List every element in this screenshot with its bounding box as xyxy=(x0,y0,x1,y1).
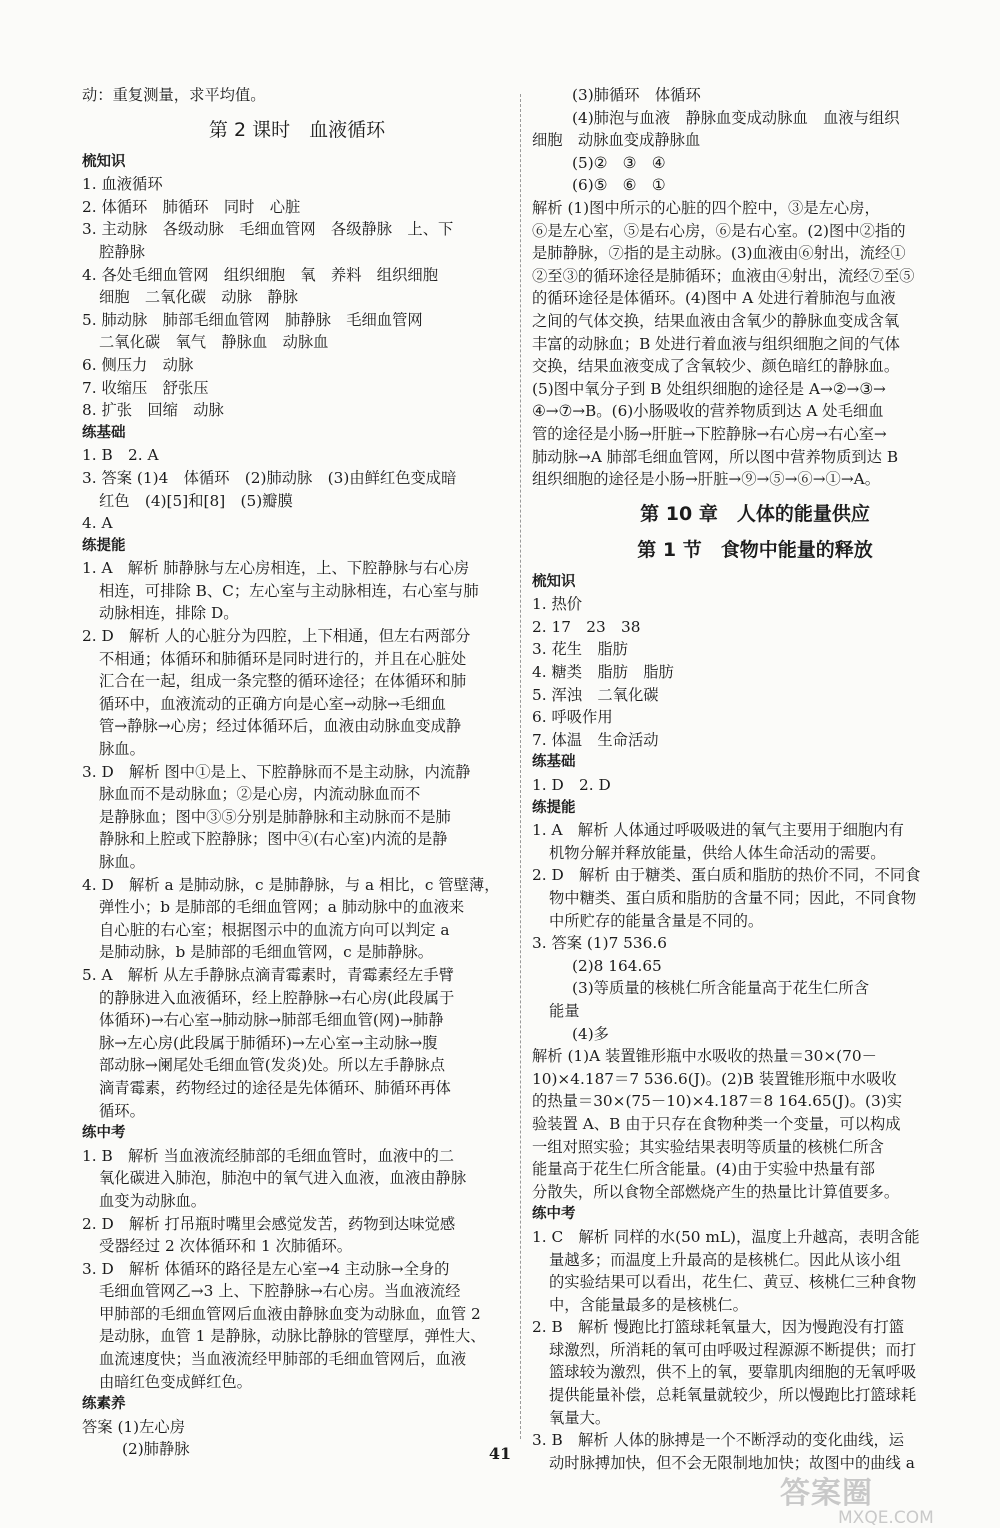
text-line: 细胞 动脉血变成静脉血 xyxy=(532,131,701,150)
analysis-line: 交换，结果血液变成了含氧较少、颜色暗红的静脉血。 xyxy=(532,357,900,376)
text-line: 不相通；体循环和肺循环是同时进行的，并且在心脏处 xyxy=(99,649,467,668)
text-line: 动脉相连，排除 D。 xyxy=(99,604,239,623)
text-line: 循环中，血液流动的正确方向是心室→动脉→毛细血 xyxy=(99,694,446,713)
section-exam-practice-2 xyxy=(532,1203,978,1474)
text-line: 脉→左心房(此段属于肺循环)→左心室→主动脉→腹 xyxy=(99,1033,438,1052)
text-line: 中所贮存的能量含量是不同的。 xyxy=(549,911,764,930)
section-heading: 练基础 xyxy=(532,754,576,771)
section-skill-practice xyxy=(82,535,512,1122)
text-line: 3. 答案 (1)7 536.6 xyxy=(532,934,667,953)
text-line: 血变为动脉血。 xyxy=(99,1191,207,1210)
text-line: 2. 体循环 肺循环 同时 心脏 xyxy=(82,197,301,216)
text-line: (4)肺泡与血液 静脉血变成动脉血 血液与组织 xyxy=(572,108,900,127)
text-line: 细胞 二氧化碳 动脉 静脉 xyxy=(99,288,298,307)
section-skill-practice-2-analysis xyxy=(532,1045,978,1203)
text-line: 受器经过 2 次体循环和 1 次肺循环。 xyxy=(99,1237,353,1256)
text-line: 5. A 解析 从左手静脉点滴青霉素时，青霉素经左手臂 xyxy=(82,965,454,984)
text-line: 是静脉血；图中③⑤分别是肺静脉和主动脉而不是肺 xyxy=(99,807,451,826)
text-line: 汇合在一起，组成一条完整的循环途径；在体循环和肺 xyxy=(99,672,467,691)
text-line: 部动脉→阑尾处毛细血管(发炎)处。所以左手静脉点 xyxy=(99,1056,445,1075)
right-column xyxy=(532,84,978,1474)
section-heading: 练中考 xyxy=(82,1125,126,1142)
text-line: 的静脉进入血液循环，经上腔静脉→右心房(此段属于 xyxy=(99,988,455,1007)
text-line: 4. A xyxy=(82,514,113,533)
text-line: 答案 (1)左心房 xyxy=(82,1417,186,1436)
text-line: (6)⑤ ⑥ ① xyxy=(572,176,666,195)
analysis-line: 的循环途径是体循环。(4)图中 A 处进行着肺泡与血液 xyxy=(532,289,896,308)
text-line: 1. C 解析 同样的水(50 mL)，温度上升越高，表明含能 xyxy=(532,1227,920,1246)
section-heading: 练素养 xyxy=(82,1396,126,1413)
text-line: 2. 17 23 38 xyxy=(532,617,641,636)
intro-line: 动：重复测量，求平均值。 xyxy=(82,86,266,104)
text-line: 7. 体温 生命活动 xyxy=(532,730,659,749)
analysis-line: 一组对照实验；其实验结果表明等质量的核桃仁所含 xyxy=(532,1137,884,1156)
analysis-line: ④→⑦→B。(6)小肠吸收的营养物质到达 A 处毛细血 xyxy=(532,402,884,421)
text-line: 2. D 解析 打吊瓶时嘴里会感觉发苦，药物到达味觉感 xyxy=(82,1214,456,1233)
text-line: 血流速度快；当血液流经甲肺部的毛细血管网后，血液 xyxy=(99,1350,467,1369)
analysis-line: ②至③的循环途径是肺循环；血液由④射出，流经⑦至⑤ xyxy=(532,266,915,285)
analysis-line: 之间的气体交换，结果血液由含氧少的静脉血变成含氧 xyxy=(532,311,900,330)
analysis-line: 的热量＝30×(75－10)×4.187＝8 164.65(J)。(3)实 xyxy=(532,1092,902,1111)
text-line: 的实验结果可以看出，花生仁、黄豆、核桃仁三种食物 xyxy=(549,1273,917,1292)
analysis-line: (5)图中氧分子到 B 处组织细胞的途径是 A→②→③→ xyxy=(532,379,886,398)
text-line: (5)② ③ ④ xyxy=(572,153,666,172)
text-line: 由暗红色变成鲜红色。 xyxy=(99,1372,252,1391)
text-line: 1. B 2. A xyxy=(82,446,159,465)
text-line: 1. A 解析 肺静脉与左心房相连，上、下腔静脉与右心房 xyxy=(82,559,470,578)
section-heading: 练基础 xyxy=(82,424,126,441)
section-heading: 梳知识 xyxy=(532,573,576,590)
text-line: 氧化碳进入肺泡，肺泡中的氧气进入血液，血液由静脉 xyxy=(99,1169,467,1188)
text-line: 1. 热价 xyxy=(532,595,583,614)
section-heading: 练提能 xyxy=(532,799,576,816)
text-line: 体循环)→右心室→肺动脉→肺部毛细血管(网)→肺静 xyxy=(99,1011,444,1030)
text-line: 腔静脉 xyxy=(99,242,145,261)
analysis-line: 验装置 A、B 由于只存在食物种类一个变量，可以构成 xyxy=(532,1114,901,1133)
section-basic-practice xyxy=(82,422,512,535)
analysis-line: ⑥是左心室，⑤是右心房，⑥是右心室。(2)图中②指的 xyxy=(532,221,906,240)
text-line: 4. 糖类 脂肪 脂肪 xyxy=(532,663,674,682)
text-line: 2. D 解析 由于糖类、蛋白质和脂肪的热价不同，不同食 xyxy=(532,866,921,885)
text-line: (4)多 xyxy=(572,1024,609,1043)
text-line: 脉血。 xyxy=(99,853,145,871)
analysis-line: 解析 (1)A 装置锥形瓶中水吸收的热量＝30×(70－ xyxy=(532,1047,877,1066)
text-line: 4. D 解析 a 是肺动脉，c 是肺静脉，与 a 相比，c 管壁薄， xyxy=(82,875,500,894)
text-line: 动时脉搏加快，但不会无限制地加快；故图中的曲线 a xyxy=(549,1453,915,1472)
text-line: 4. 各处毛细血管网 组织细胞 氧 养料 组织细胞 xyxy=(82,265,438,284)
text-line: 相连，可排除 B、C；左心室与主动脉相连，右心室与肺 xyxy=(99,581,479,600)
section-title: 第 1 节 食物中能量的释放 xyxy=(637,538,873,561)
watermark-url: MXQE.COM xyxy=(838,1508,934,1528)
chapter-title: 第 10 章 人体的能量供应 xyxy=(640,502,870,525)
text-line: 红色 (4)[5]和[8] (5)瓣膜 xyxy=(99,491,293,510)
section-basic-practice-2 xyxy=(532,751,978,796)
text-line: 自心脏的右心室；根据图示中的血流方向可以判定 a xyxy=(99,920,450,939)
text-line: 二氧化碳 氧气 静脉血 动脉血 xyxy=(99,333,329,352)
text-line: 脉血。 xyxy=(99,740,145,759)
text-line: 2. B 解析 慢跑比打篮球耗氧量大，因为慢跑没有打篮 xyxy=(532,1318,905,1337)
text-line: 静脉和上腔或下腔静脉；图中④(右心室)内流的是静 xyxy=(99,830,448,849)
section-heading: 练提能 xyxy=(82,537,126,554)
text-line: 7. 收缩压 舒张压 xyxy=(82,378,209,397)
page-number: 41 xyxy=(488,1444,512,1463)
text-line: 机物分解并释放能量，供给人体生命活动的需要。 xyxy=(549,843,886,862)
text-line: 1. D 2. D xyxy=(532,776,611,795)
text-line: (3)肺循环 体循环 xyxy=(572,86,701,104)
text-line: 提供能量补偿，总耗氧量就较少，所以慢跑比打篮球耗 xyxy=(549,1386,917,1405)
column-divider xyxy=(520,94,521,1439)
analysis-line: 10)×4.187＝7 536.6(J)。(2)B 装置锥形瓶中水吸收 xyxy=(532,1069,897,1088)
text-line: 脉血而不是动脉血；②是心房，内流动脉血而不 xyxy=(99,785,421,804)
text-line: 3. D 解析 体循环的路径是左心室→4 主动脉→全身的 xyxy=(82,1259,450,1278)
text-line: 3. 花生 脂肪 xyxy=(532,640,628,659)
left-column xyxy=(82,84,512,1461)
section-heading: 梳知识 xyxy=(82,153,126,170)
text-line: 1. A 解析 人体通过呼吸吸进的氧气主要用于细胞内有 xyxy=(532,821,904,840)
text-line: (2)肺静脉 xyxy=(122,1440,190,1459)
text-line: 6. 侧压力 动脉 xyxy=(82,355,194,374)
continued-answers xyxy=(532,84,978,197)
text-line: 氧量大。 xyxy=(549,1408,611,1427)
text-line: 毛细血管网乙→3 上、下腔静脉→右心房。当血液流经 xyxy=(99,1282,461,1301)
text-line: 3. B 解析 人体的脉搏是一个不断浮动的变化曲线，运 xyxy=(532,1431,905,1450)
text-line: 管→静脉→心房；经过体循环后，血液由动脉血变成静 xyxy=(99,717,462,736)
text-line: 量越多；而温度上升最高的是核桃仁。因此从该小组 xyxy=(549,1250,901,1269)
text-line: 篮球较为激烈，供不上的氧，要靠肌肉细胞的无氧呼吸 xyxy=(549,1363,917,1382)
text-line: 球激烈，所消耗的氧可由呼吸过程源源不断提供；而打 xyxy=(549,1340,917,1359)
watermark-logo xyxy=(780,1468,990,1528)
text-line: 5. 浑浊 二氧化碳 xyxy=(532,685,659,704)
text-line: 弹性小；b 是肺部的毛细血管网；a 肺动脉中的血液来 xyxy=(99,898,465,917)
analysis-line: 解析 (1)图中所示的心脏的四个腔中，③是左心房， xyxy=(532,198,880,217)
section-comb-knowledge xyxy=(82,151,512,422)
analysis-line: 肺动脉→A 肺部毛细血管网，所以图中营养物质到达 B xyxy=(532,447,899,466)
section-skill-practice-2 xyxy=(532,797,978,1046)
text-line: (2)8 164.65 xyxy=(572,956,662,975)
text-line: 滴青霉素，药物经过的途径是先体循环、肺循环再体 xyxy=(99,1078,451,1097)
analysis-line: 分散失，所以食物全部燃烧产生的热量比计算值要多。 xyxy=(532,1182,900,1201)
text-line: 是肺动脉，b 是肺部的毛细血管网，c 是肺静脉。 xyxy=(99,943,434,962)
text-line: 8. 扩张 回缩 动脉 xyxy=(82,401,224,420)
text-line: 循环。 xyxy=(99,1101,145,1120)
text-line: (3)等质量的核桃仁所含能量高于花生仁所含 xyxy=(572,979,870,998)
text-line: 3. 答案 (1)4 体循环 (2)肺动脉 (3)由鲜红色变成暗 xyxy=(82,468,457,487)
text-line: 5. 肺动脉 肺部毛细血管网 肺静脉 毛细血管网 xyxy=(82,310,423,329)
text-line: 3. 主动脉 各级动脉 毛细血管网 各级静脉 上、下 xyxy=(82,220,454,239)
text-line: 能量 xyxy=(549,1001,580,1020)
text-line: 中，含能量最多的是核桃仁。 xyxy=(549,1295,748,1314)
text-line: 3. D 解析 图中①是上、下腔静脉而不是主动脉，内流静 xyxy=(82,762,471,781)
text-line: 6. 呼吸作用 xyxy=(532,708,613,727)
text-line: 1. 血液循环 xyxy=(82,175,163,194)
text-line: 1. B 解析 当血液流经肺部的毛细血管时，血液中的二 xyxy=(82,1146,455,1165)
section-heading: 练中考 xyxy=(532,1206,576,1223)
analysis-line: 能量高于花生仁所含能量。(4)由于实验中热量有部 xyxy=(532,1160,875,1179)
text-line: 2. D 解析 人的心脏分为四腔，上下相通，但左右两部分 xyxy=(82,627,471,646)
analysis-line: 丰富的动脉血；B 处进行着血液与组织细胞之间的气体 xyxy=(532,334,900,353)
analysis-line: 是肺静脉，⑦指的是主动脉。(3)血液由⑥射出，流经① xyxy=(532,244,906,263)
section-comb-knowledge-2 xyxy=(532,571,978,752)
text-line: 是动脉，血管 1 是静脉，动脉比静脉的管壁厚，弹性大、 xyxy=(99,1327,486,1346)
continued-analysis xyxy=(532,197,978,491)
analysis-line: 管的途径是小肠→肝脏→下腔静脉→右心房→右心室→ xyxy=(532,424,887,443)
section-exam-practice xyxy=(82,1122,512,1393)
text-line: 甲肺部的毛细血管网后血液由静脉血变为动脉血，血管 2 xyxy=(99,1304,481,1323)
text-line: 物中糖类、蛋白质和脂肪的含量不同；因此，不同食物 xyxy=(549,889,917,907)
analysis-line: 组织细胞的途径是小肠→肝脏→⑨→⑤→⑥→①→A。 xyxy=(532,470,880,489)
lesson-title: 第 2 课时 血液循环 xyxy=(208,118,386,141)
watermark-text: 答案圈 xyxy=(780,1476,873,1511)
